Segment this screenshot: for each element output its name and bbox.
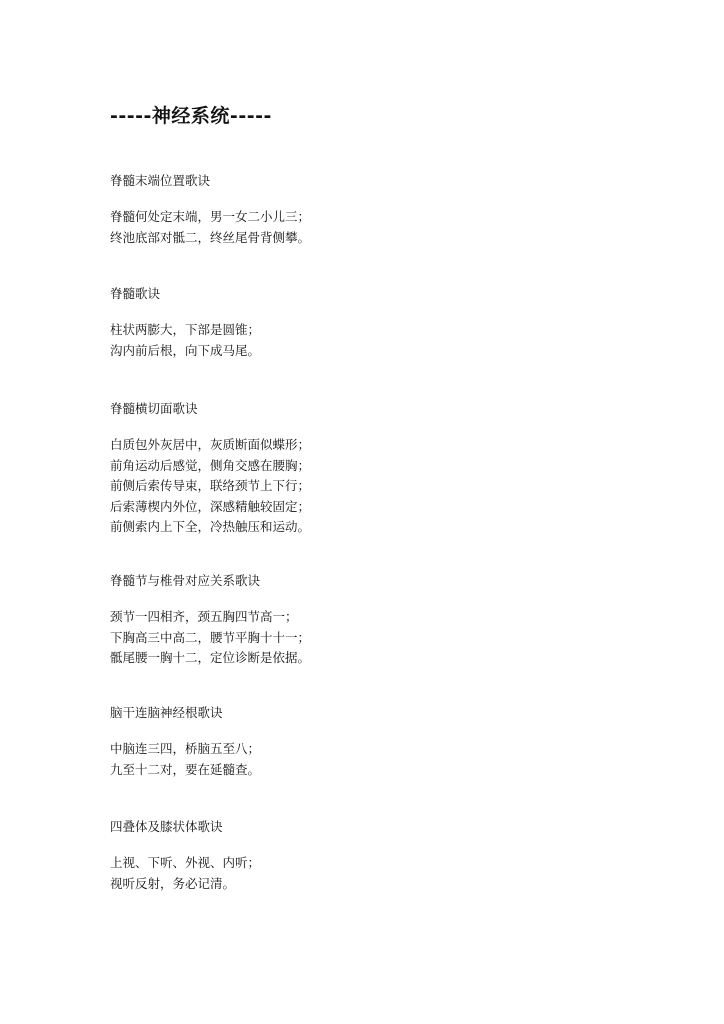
verse-line: 上视、下听、外视、内听； bbox=[110, 855, 261, 870]
verse-line: 骶尾腰一胸十二，定位诊断是依据。 bbox=[110, 650, 311, 665]
section-spinal-cord-cross-section bbox=[110, 400, 670, 538]
section-spinal-cord bbox=[110, 285, 670, 361]
verse-line: 终池底部对骶二，终丝尾骨背侧攀。 bbox=[110, 229, 311, 245]
verse-line: 前侧索内上下全，冷热触压和运动。 bbox=[110, 519, 311, 534]
verse-line: 颈节一四相齐，颈五胸四节高一； bbox=[110, 609, 298, 624]
section-heading: 脊髓末端位置歌诀 bbox=[110, 173, 211, 188]
verse-line: 柱状两膨大，下部是圆锥； bbox=[110, 322, 261, 337]
section-spinal-cord-end bbox=[110, 172, 670, 248]
page-title: -----神经系统----- bbox=[110, 105, 272, 127]
section-heading: 脑干连脑神经根歌诀 bbox=[110, 705, 223, 720]
section-heading: 四叠体及膝状体歌诀 bbox=[110, 819, 223, 834]
verse bbox=[110, 435, 670, 538]
verse-line: 前侧后索传导束，联络颈节上下行； bbox=[110, 478, 311, 493]
verse bbox=[110, 853, 670, 894]
verse-line: 下胸高三中高二，腰节平胸十十一； bbox=[110, 629, 311, 645]
verse-line: 前角运动后感觉，侧角交感在腰胸； bbox=[110, 457, 311, 473]
verse-line: 视听反射，务必记清。 bbox=[110, 875, 236, 891]
verse bbox=[110, 607, 670, 669]
verse-line: 九至十二对，要在延髓查。 bbox=[110, 761, 261, 777]
verse-line: 白质包外灰居中，灰质断面似蝶形； bbox=[110, 437, 311, 452]
section-heading: 脊髓节与椎骨对应关系歌诀 bbox=[110, 573, 261, 588]
section-brainstem-nerve-roots bbox=[110, 704, 670, 780]
verse-line: 沟内前后根，向下成马尾。 bbox=[110, 342, 261, 358]
section-heading: 脊髓歌诀 bbox=[110, 286, 161, 301]
verse-line: 脊髓何处定末端，男一女二小儿三； bbox=[110, 209, 311, 224]
section-segment-vertebra-relation bbox=[110, 572, 670, 669]
verse-line: 后索薄楔内外位，深感精触较固定； bbox=[110, 498, 311, 514]
verse bbox=[110, 320, 670, 361]
verse-line: 中脑连三四，桥脑五至八； bbox=[110, 741, 261, 756]
section-quadrigeminal-geniculate bbox=[110, 818, 670, 894]
verse bbox=[110, 739, 670, 780]
verse bbox=[110, 207, 670, 248]
section-heading: 脊髓横切面歌诀 bbox=[110, 401, 198, 416]
